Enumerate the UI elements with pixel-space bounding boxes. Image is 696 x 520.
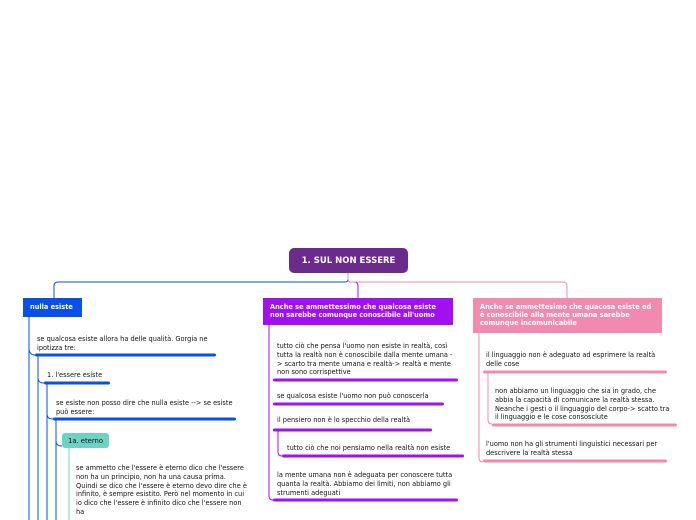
left-item-qualita[interactable]: se qualcosa esiste allora ha delle qualità. Gorgia ne ipotizza tre:	[37, 335, 208, 352]
branch-header-nulla-esiste[interactable]: nulla esiste	[23, 298, 82, 317]
branch-header-incomunicabile[interactable]: Anche se ammettesimo che quacosa esiste ed è conoscibile alla mente umana sarebbe comunque incomunicabile	[473, 298, 662, 333]
middle-item-non-esiste[interactable]: tutto ciò che noi pensiamo nella realtà non esiste	[287, 444, 451, 452]
branch-header-non-conoscibile[interactable]: Anche se ammettessimo che qualcosa esiste non sarebbe comunque conoscibile all'uomo	[263, 298, 453, 325]
right-item-gesti[interactable]: non abbiamo un linguaggio che sia in grado, che abbia la capacità di comunicare la realtà stessa. Neanche i gesti o il linguaggio del corpo-> scatto tra il linguaggio e le cose consosciute	[495, 387, 670, 422]
middle-item-specchio[interactable]: il pensiero non è lo specchio della realtà	[277, 416, 411, 424]
root-topic[interactable]: 1. SUL NON ESSERE	[289, 248, 408, 273]
middle-item-limiti[interactable]: la mente umana non è adeguata per conoscere tutta quanta la realtà. Abbiamo dei limiti, non abbiamo gli strumenti adeguati	[277, 471, 453, 497]
left-item-essere-esiste[interactable]: 1. l'essere esiste	[47, 371, 103, 379]
tag-eterno[interactable]: 1a. eterno	[62, 433, 109, 448]
right-item-linguaggio[interactable]: il linguaggio non è adeguato ad esprimere la realtà delle cose	[486, 351, 656, 368]
left-item-eterno-desc[interactable]: se ammetto che l'essere è eterno dico che l'essere non ha un principio, non ha una causa prima. Quindi se dico che l'essere è eterno devo dire che è infinito, è sempre esistito. Però nel momento in cui io dico che l'essere è infinito dico che l'essere non ha	[76, 464, 247, 516]
left-item-se-esiste[interactable]: se esiste non posso dire che nulla esiste --> se esiste può essere:	[56, 399, 233, 416]
middle-item-scarto[interactable]: tutto ciò che pensa l'uomo non esiste in realtà, così tutta la realtà non è conoscibile dalla mente umana -> scarto tra mente umana e realtà-> realtà e mente non sono corrispettive	[277, 342, 453, 377]
middle-item-non-puo-conoscerla[interactable]: se qualcosa esiste l'uomo non può conoscerla	[277, 392, 429, 400]
right-item-strumenti[interactable]: l'uomo non ha gli strumenti linguistici necessari per descrivere la realtà stessa	[486, 440, 658, 457]
